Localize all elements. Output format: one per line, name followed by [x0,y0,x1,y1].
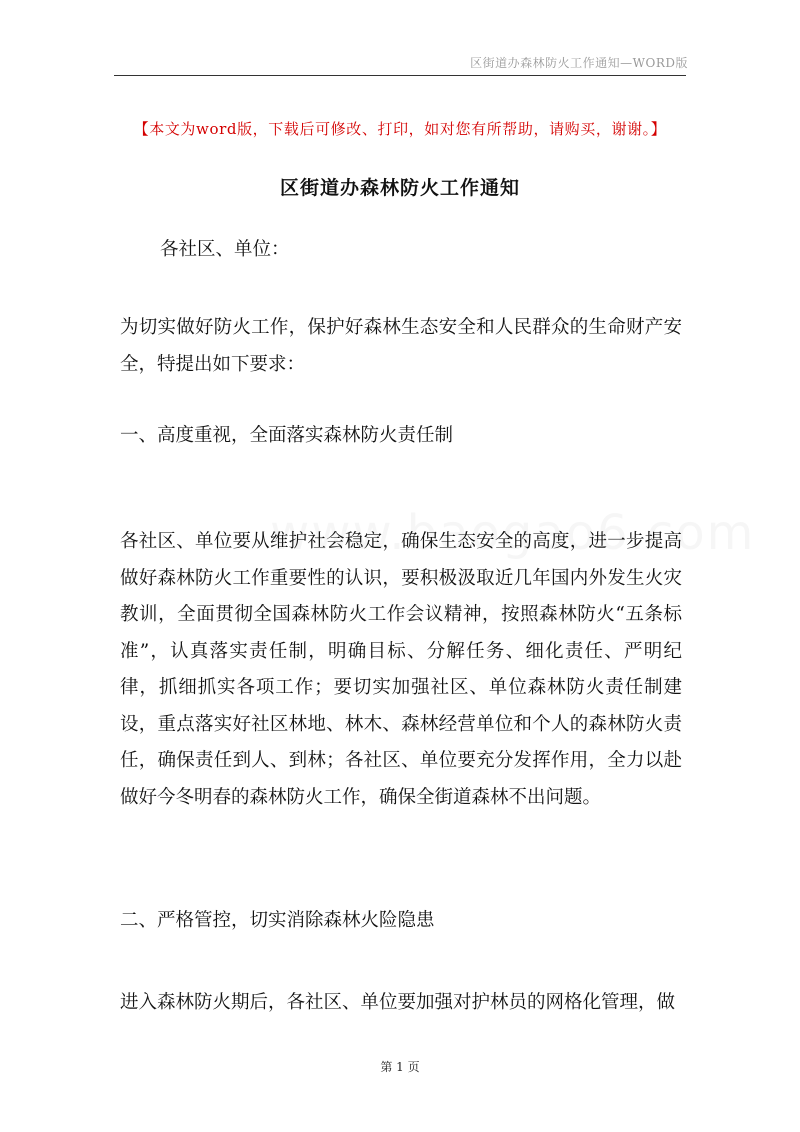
running-header: 区街道办森林防火工作通知—WORD版 [470,56,688,70]
header-divider [114,75,686,76]
download-notice: 【本文为word版，下载后可修改、打印，如对您有所帮助，请购买，谢谢。】 [133,120,667,138]
section-2-heading: 二、严格管控，切实消除森林火险隐患 [120,910,435,931]
page-number: 第 1 页 [380,1060,420,1074]
section-1-heading: 一、高度重视，全面落实森林防火责任制 [120,425,454,446]
salutation: 各社区、单位： [160,239,290,260]
intro-paragraph: 为切实做好防火工作，保护好森林生态安全和人民群众的生命财产安全，特提出如下要求： [120,317,682,375]
section-2-body: 进入森林防火期后，各社区、单位要加强对护林员的网格化管理，做 [120,992,676,1013]
section-1-body: 各社区、单位要从维护社会稳定，确保生态安全的高度，进一步提高做好森林防火工作重要性的认识，要积极汲取近几年国内外发生火灾教训，全面贯彻全国森林防火工作会议精神，按照森林防火“五条标准”，认真落实责任制，明确目标、分解任务、细化责任、严明纪律，抓细抓实各项工作；要切实加强社区、单位森林防火责任制建设，重点落实好社区林地、林木、森林经营单位和个人的森林防火责任，确保责任到人、到林；各社区、单位要充分发挥作用，全力以赴做好今冬明春的森林防火工作，确保全街道森林不出问题。 [120,531,682,808]
document-title: 区街道办森林防火工作通知 [279,177,520,199]
